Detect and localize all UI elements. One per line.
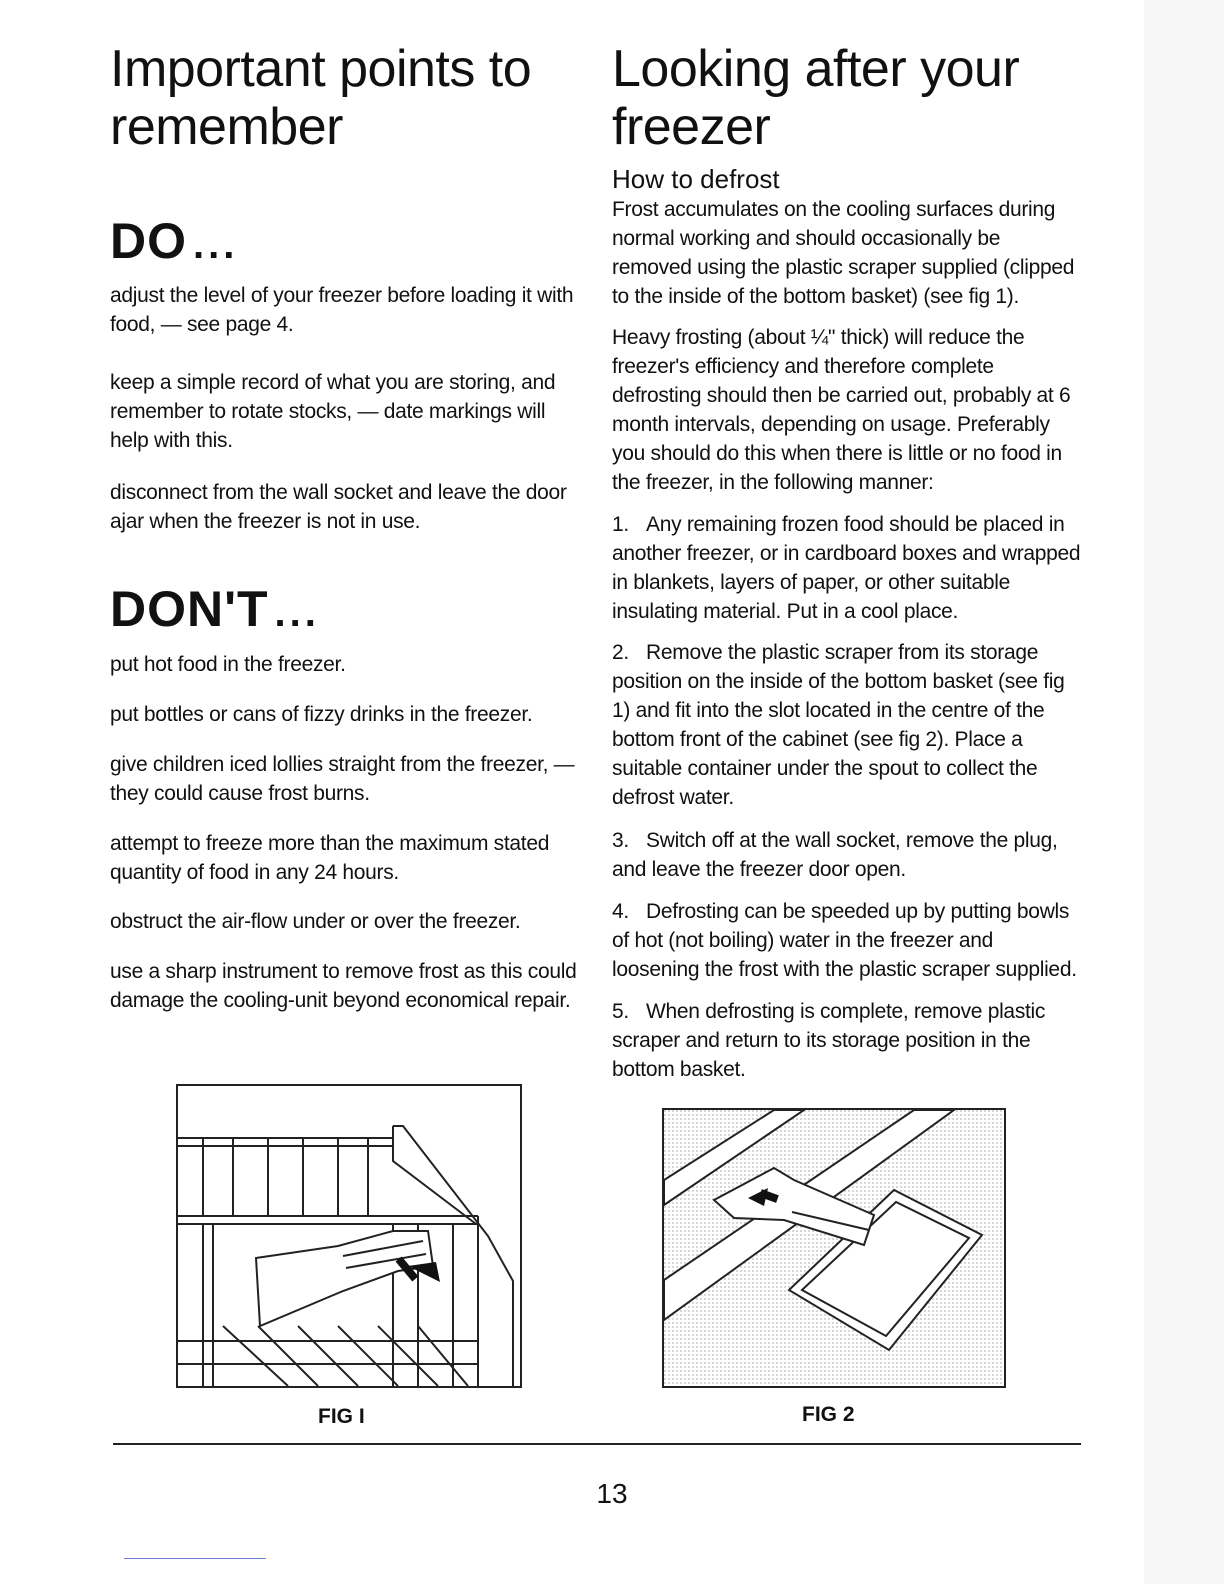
step-text: Defrosting can be speeded up by putting bowls of hot (not boiling) water in the freezer and loosening the frost with the plastic scraper supplied. xyxy=(612,900,1077,981)
step-number: 3. xyxy=(612,829,629,852)
fig-1-caption: FIG I xyxy=(318,1405,365,1428)
scan-artifact-line xyxy=(124,1558,266,1559)
defrost-step xyxy=(612,997,1082,1084)
do-item: adjust the level of your freezer before loading it with food, — see page 4. xyxy=(110,284,574,336)
dont-item: obstruct the air-flow under or over the freezer. xyxy=(110,910,521,933)
intro-paragraph: Heavy frosting (about ¼" thick) will reduce the freezer's efficiency and therefore complete defrosting should then be carried out, probably at 6 month intervals, depending on usage. Preferably you should do this when there is little or no food in the freezer, in the following manner: xyxy=(612,326,1071,494)
dont-item: use a sharp instrument to remove frost as this could damage the cooling-unit beyond economical repair. xyxy=(110,960,577,1012)
do-item: disconnect from the wall socket and leave the door ajar when the freezer is not in use. xyxy=(110,481,567,533)
step-text: Any remaining frozen food should be placed in another freezer, or in cardboard boxes and wrapped in blankets, layers of paper, or other suitable insulating material. Put in a cool place. xyxy=(612,513,1081,623)
do-label: DO xyxy=(110,213,187,269)
looking-after-heading: Looking after your freezer xyxy=(612,40,1020,156)
dont-item: put hot food in the freezer. xyxy=(110,653,346,676)
important-points-heading: Important points to remember xyxy=(110,40,532,156)
step-number: 4. xyxy=(612,900,629,923)
fig-2-illustration xyxy=(662,1108,1006,1388)
how-to-defrost-subheading: How to defrost xyxy=(612,164,780,194)
defrost-step xyxy=(612,826,1082,884)
defrost-step xyxy=(612,638,1082,812)
step-text: Remove the plastic scraper from its storage position on the inside of the bottom basket (see fig 1) and fit into the slot located in the centre of the bottom front of the cabinet (see fig 2). Place a suitable container under the spout to collect the defrost water. xyxy=(612,641,1065,809)
footer-rule xyxy=(113,1443,1081,1445)
dont-item: put bottles or cans of fizzy drinks in the freezer. xyxy=(110,703,533,726)
dont-heading xyxy=(110,580,320,638)
defrost-step xyxy=(612,510,1082,626)
step-text: When defrosting is complete, remove plastic scraper and return to its storage position in the bottom basket. xyxy=(612,1000,1046,1081)
step-number: 2. xyxy=(612,641,629,664)
step-number: 1. xyxy=(612,513,629,536)
do-item: keep a simple record of what you are storing, and remember to rotate stocks, — date markings will help with this. xyxy=(110,371,556,452)
scan-margin xyxy=(1144,0,1224,1584)
dont-label: DON'T xyxy=(110,581,269,637)
defrost-step xyxy=(612,897,1082,984)
fig-2-scraper-drawing xyxy=(664,1110,1004,1386)
intro-paragraph: Frost accumulates on the cooling surfaces during normal working and should occasionally be removed using the plastic scraper supplied (clipped to the inside of the bottom basket) (see fig 1). xyxy=(612,198,1075,308)
fig-1-basket-drawing xyxy=(178,1086,520,1386)
fig-2-caption: FIG 2 xyxy=(802,1403,855,1426)
page-number: 13 xyxy=(596,1478,628,1509)
dont-item: give children iced lollies straight from the freezer, — they could cause frost burns. xyxy=(110,753,575,805)
do-heading xyxy=(110,212,238,270)
do-ellipsis: ... xyxy=(193,223,239,267)
dont-item: attempt to freeze more than the maximum stated quantity of food in any 24 hours. xyxy=(110,832,550,884)
dont-ellipsis: ... xyxy=(274,591,320,635)
step-number: 5. xyxy=(612,1000,629,1023)
fig-1-illustration xyxy=(176,1084,522,1388)
step-text: Switch off at the wall socket, remove the plug, and leave the freezer door open. xyxy=(612,829,1058,881)
